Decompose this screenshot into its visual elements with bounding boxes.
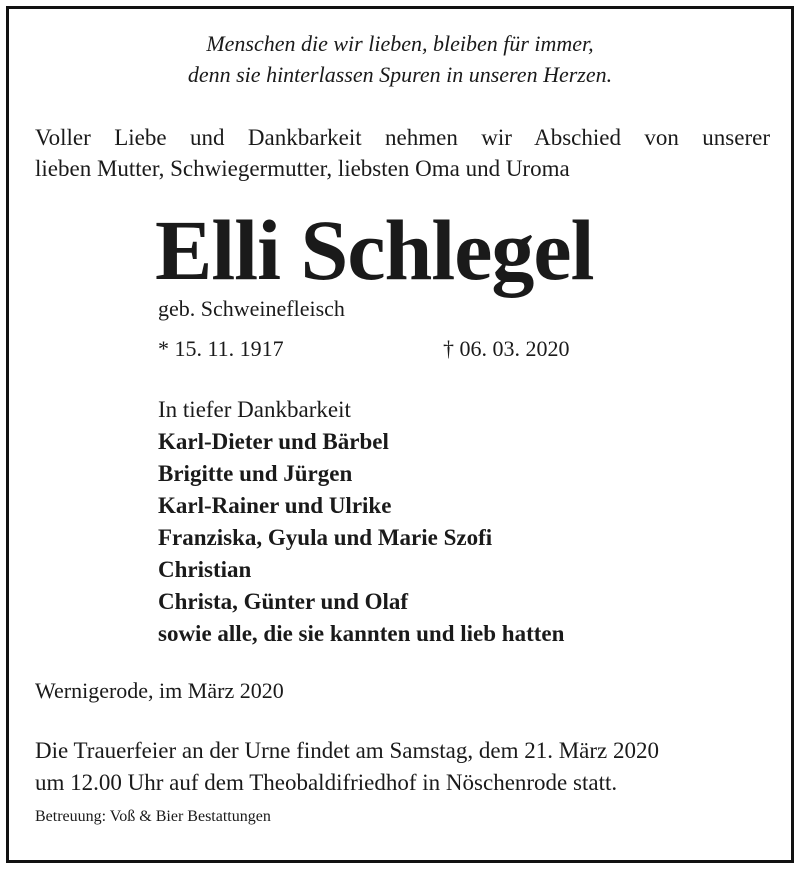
undertaker-credit: Betreuung: Voß & Bier Bestattungen <box>35 808 271 825</box>
service-line: Die Trauerfeier an der Urne findet am Samstag, dem 21. März 2020 <box>35 738 660 763</box>
mourner-name: Karl-Dieter und Bärbel <box>158 429 389 454</box>
birth-date: * 15. 11. 1917 <box>158 336 284 361</box>
mourner-name: Christa, Günter und Olaf <box>158 589 409 614</box>
mourner-name: Franziska, Gyula und Marie Szofi <box>158 525 493 550</box>
mourner-name: sowie alle, die sie kannten und lieb hatten <box>158 621 565 646</box>
mourner-name: Brigitte und Jürgen <box>158 461 353 486</box>
place-and-date: Wernigerode, im März 2020 <box>35 678 284 703</box>
birth-name: geb. Schweinefleisch <box>158 296 345 321</box>
intro-text <box>35 122 770 184</box>
intro-line: Voller Liebe und Dankbarkeit nehmen wir Abschied von unserer <box>35 125 770 150</box>
mourner-name: Christian <box>158 557 252 582</box>
funeral-service-info <box>35 735 762 799</box>
mourner-name: Karl-Rainer und Ulrike <box>158 493 392 518</box>
motto-line: denn sie hinterlassen Spuren in unseren Herzen. <box>187 62 613 87</box>
intro-line: lieben Mutter, Schwiegermutter, liebsten Oma und Uroma <box>35 156 570 181</box>
mourners-list <box>158 394 564 650</box>
mourners-lead: In tiefer Dankbarkeit <box>158 397 351 422</box>
service-line: um 12.00 Uhr auf dem Theobaldifriedhof in Nöschenrode statt. <box>35 770 618 795</box>
deceased-name: Elli Schlegel <box>155 202 594 298</box>
memorial-motto <box>0 28 800 90</box>
death-date: † 06. 03. 2020 <box>443 336 570 361</box>
motto-line: Menschen die wir lieben, bleiben für immer, <box>206 31 594 56</box>
